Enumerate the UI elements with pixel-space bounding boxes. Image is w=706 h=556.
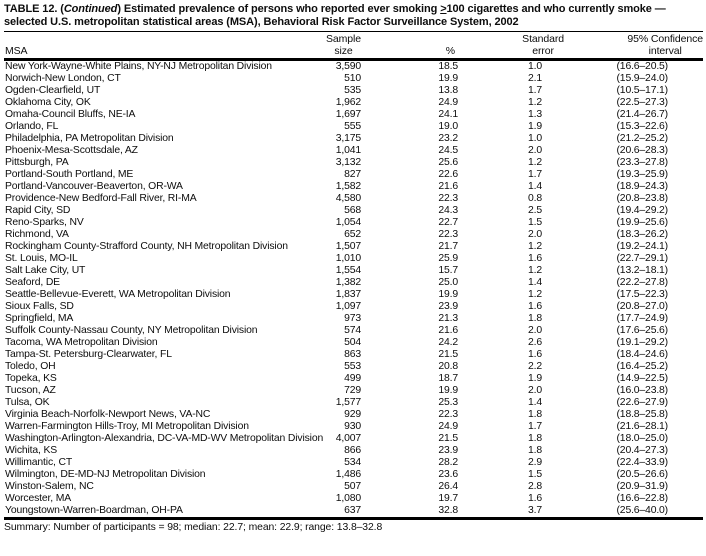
table-row [4,241,703,253]
standard-error-cell: 2.1 [528,73,542,84]
sample-size-cell: 973 [344,313,361,324]
sample-size-cell: 1,577 [335,397,361,408]
percent-cell: 19.7 [438,493,458,504]
confidence-interval-cell: (20.8–27.0) [616,301,668,312]
msa-cell: Springfield, MA [5,313,74,324]
percent-cell: 19.9 [438,385,458,396]
standard-error-cell: 1.9 [528,121,542,132]
table-row [4,325,703,337]
percent-cell: 18.5 [438,61,458,72]
confidence-interval-cell: (17.7–24.9) [616,313,668,324]
confidence-interval-cell: (13.2–18.1) [616,265,668,276]
msa-cell: Pittsburgh, PA [5,157,69,168]
standard-error-cell: 1.2 [528,97,542,108]
msa-cell: St. Louis, MO-IL [5,253,78,264]
confidence-interval-cell: (18.4–24.6) [616,349,668,360]
table-row [4,493,703,505]
standard-error-cell: 1.2 [528,265,542,276]
table-header [4,32,703,60]
msa-cell: Philadelphia, PA Metropolitan Division [5,133,174,144]
sample-size-cell: 1,582 [335,181,361,192]
msa-cell: Wichita, KS [5,445,58,456]
percent-cell: 24.2 [438,337,458,348]
sample-size-cell: 568 [344,205,361,216]
msa-cell: Topeka, KS [5,373,57,384]
sample-size-cell: 574 [344,325,361,336]
confidence-interval-cell: (16.6–20.5) [616,61,668,72]
percent-cell: 21.6 [438,325,458,336]
confidence-interval-cell: (18.0–25.0) [616,433,668,444]
percent-cell: 21.5 [438,349,458,360]
confidence-interval-cell: (20.6–28.3) [616,145,668,156]
percent-cell: 20.8 [438,361,458,372]
table-title-line1 [4,3,702,16]
confidence-interval-cell: (21.2–25.2) [616,133,668,144]
standard-error-cell: 1.7 [528,169,542,180]
msa-cell: Sioux Falls, SD [5,301,74,312]
standard-error-cell: 1.5 [528,217,542,228]
header-line: size [334,44,353,57]
sample-size-cell: 1,486 [335,469,361,480]
percent-cell: 21.5 [438,433,458,444]
table-row [4,361,703,373]
table-row [4,60,703,74]
table-row [4,445,703,457]
confidence-interval-cell: (16.0–23.8) [616,385,668,396]
confidence-interval-cell: (19.4–29.2) [616,205,668,216]
msa-cell: Richmond, VA [5,229,69,240]
table-row [4,181,703,193]
msa-cell: Seaford, DE [5,277,60,288]
sample-size-cell: 930 [344,421,361,432]
percent-cell: 21.7 [438,241,458,252]
sample-size-cell: 1,382 [335,277,361,288]
standard-error-cell: 1.4 [528,397,542,408]
sample-size-cell: 1,010 [335,253,361,264]
sample-size-cell: 535 [344,85,361,96]
standard-error-cell: 2.9 [528,457,542,468]
column-header-confidence-interval [564,32,703,60]
percent-cell: 24.3 [438,205,458,216]
sample-size-cell: 637 [344,505,361,516]
percent-cell: 23.9 [438,445,458,456]
table-row [4,133,703,145]
percent-cell: 25.9 [438,253,458,264]
standard-error-cell: 1.3 [528,109,542,120]
standard-error-cell: 1.2 [528,157,542,168]
msa-cell: Toledo, OH [5,361,56,372]
confidence-interval-cell: (19.1–29.2) [616,337,668,348]
column-header-percent: % [361,32,458,60]
table-row [4,265,703,277]
table-row [4,433,703,445]
table-row [4,109,703,121]
confidence-interval-cell: (15.9–24.0) [616,73,668,84]
sample-size-cell: 1,097 [335,301,361,312]
table-row [4,457,703,469]
table-row [4,253,703,265]
standard-error-cell: 1.2 [528,289,542,300]
percent-cell: 23.2 [438,133,458,144]
standard-error-cell: 1.9 [528,373,542,384]
table-body [4,60,703,519]
table-row [4,157,703,169]
percent-cell: 18.7 [438,373,458,384]
confidence-interval-cell: (22.2–27.8) [616,277,668,288]
sample-size-cell: 1,054 [335,217,361,228]
percent-cell: 22.3 [438,229,458,240]
percent-cell: 15.7 [438,265,458,276]
confidence-interval-cell: (14.9–22.5) [616,373,668,384]
sample-size-cell: 827 [344,169,361,180]
standard-error-cell: 1.8 [528,445,542,456]
standard-error-cell: 2.6 [528,337,542,348]
standard-error-cell: 2.0 [528,385,542,396]
msa-cell: Portland-Vancouver-Beaverton, OR-WA [5,181,183,192]
table-row [4,313,703,325]
table-title-line2: selected U.S. metropolitan statistical areas (MSA), Behavioral Risk Factor Surveillance System, 2002 [4,16,519,28]
msa-cell: New York-Wayne-White Plains, NY-NJ Metropolitan Division [5,61,272,72]
table-row [4,277,703,289]
msa-cell: Warren-Farmington Hills-Troy, MI Metropolitan Division [5,421,249,432]
percent-cell: 25.6 [438,157,458,168]
percent-cell: 21.3 [438,313,458,324]
standard-error-cell: 1.6 [528,253,542,264]
table-row [4,97,703,109]
standard-error-cell: 1.6 [528,301,542,312]
confidence-interval-cell: (21.4–26.7) [616,109,668,120]
confidence-interval-cell: (22.6–27.9) [616,397,668,408]
msa-cell: Worcester, MA [5,493,71,504]
table-row [4,193,703,205]
header-line: 95% Confidence [627,33,703,45]
standard-error-cell: 1.4 [528,181,542,192]
sample-size-cell: 863 [344,349,361,360]
summary-line: Summary: Number of participants = 98; median: 22.7; mean: 22.9; range: 13.8–32.8 [4,522,383,533]
msa-cell: Omaha-Council Bluffs, NE-IA [5,109,136,120]
standard-error-cell: 2.8 [528,481,542,492]
prevalence-table [4,31,703,520]
title-text: 100 cigarettes and who currently smoke — [446,3,666,15]
table-row [4,169,703,181]
header-line: Standard [522,33,564,45]
msa-cell: Portland-South Portland, ME [5,169,134,180]
percent-cell: 25.0 [438,277,458,288]
percent-cell: 21.6 [438,181,458,192]
percent-cell: 23.9 [438,301,458,312]
sample-size-cell: 555 [344,121,361,132]
percent-cell: 24.1 [438,109,458,120]
msa-cell: Providence-New Bedford-Fall River, RI-MA [5,193,197,204]
standard-error-cell: 2.0 [528,229,542,240]
percent-cell: 28.2 [438,457,458,468]
standard-error-cell: 3.7 [528,505,542,516]
standard-error-cell: 1.4 [528,277,542,288]
title-text: TABLE 12. ( [4,3,64,15]
percent-cell: 26.4 [438,481,458,492]
sample-size-cell: 652 [344,229,361,240]
percent-cell: 22.6 [438,169,458,180]
percent-cell: 19.9 [438,73,458,84]
sample-size-cell: 534 [344,457,361,468]
confidence-interval-cell: (18.9–24.3) [616,181,668,192]
table-row [4,205,703,217]
confidence-interval-cell: (22.4–33.9) [616,457,668,468]
table-row [4,121,703,133]
table-row [4,397,703,409]
confidence-interval-cell: (16.4–25.2) [616,361,668,372]
msa-cell: Wilmington, DE-MD-NJ Metropolitan Division [5,469,206,480]
sample-size-cell: 4,007 [335,433,361,444]
msa-cell: Oklahoma City, OK [5,97,91,108]
standard-error-cell: 1.6 [528,349,542,360]
percent-cell: 22.3 [438,193,458,204]
percent-cell: 25.3 [438,397,458,408]
confidence-interval-cell: (19.2–24.1) [616,241,668,252]
msa-cell: Suffolk County-Nassau County, NY Metropolitan Division [5,325,258,336]
confidence-interval-cell: (20.4–27.3) [616,445,668,456]
standard-error-cell: 2.2 [528,361,542,372]
title-continued: Continued [63,3,118,15]
standard-error-cell: 2.0 [528,145,542,156]
standard-error-cell: 2.5 [528,205,542,216]
percent-cell: 22.3 [438,409,458,420]
table-row [4,505,703,519]
msa-cell: Orlando, FL [5,121,59,132]
confidence-interval-cell: (19.3–25.9) [616,169,668,180]
table-row [4,301,703,313]
confidence-interval-cell: (16.6–22.8) [616,493,668,504]
standard-error-cell: 1.8 [528,433,542,444]
msa-cell: Ogden-Clearfield, UT [5,85,101,96]
percent-cell: 23.6 [438,469,458,480]
confidence-interval-cell: (23.3–27.8) [616,157,668,168]
table-row [4,385,703,397]
sample-size-cell: 3,175 [335,133,361,144]
table-row [4,337,703,349]
sample-size-cell: 1,697 [335,109,361,120]
sample-size-cell: 507 [344,481,361,492]
table-title [4,3,702,29]
table-row [4,469,703,481]
msa-cell: Washington-Arlington-Alexandria, DC-VA-MD-WV Metropolitan Division [5,433,324,444]
msa-cell: Rockingham County-Strafford County, NH Metropolitan Division [5,241,288,252]
percent-cell: 24.5 [438,145,458,156]
column-header-standard-error [458,32,564,60]
standard-error-cell: 1.6 [528,493,542,504]
confidence-interval-cell: (18.8–25.8) [616,409,668,420]
standard-error-cell: 0.8 [528,193,542,204]
standard-error-cell: 1.2 [528,241,542,252]
table-row [4,421,703,433]
header-line: Sample [325,33,361,45]
percent-cell: 13.8 [438,85,458,96]
table-row [4,145,703,157]
sample-size-cell: 1,080 [335,493,361,504]
confidence-interval-cell: (17.5–22.3) [616,289,668,300]
geq-symbol: > [440,3,447,15]
sample-size-cell: 510 [344,73,361,84]
percent-cell: 19.0 [438,121,458,132]
column-header-sample-size [306,32,361,60]
confidence-interval-cell: (20.9–31.9) [616,481,668,492]
msa-cell: Tampa-St. Petersburg-Clearwater, FL [5,349,172,360]
percent-cell: 32.8 [438,505,458,516]
table-row [4,229,703,241]
table-row [4,85,703,97]
percent-cell: 24.9 [438,421,458,432]
standard-error-cell: 1.8 [528,409,542,420]
msa-cell: Willimantic, CT [5,457,73,468]
header-row [4,32,703,60]
sample-size-cell: 1,837 [335,289,361,300]
sample-size-cell: 929 [344,409,361,420]
sample-size-cell: 4,580 [335,193,361,204]
confidence-interval-cell: (22.7–29.1) [616,253,668,264]
sample-size-cell: 3,590 [335,61,361,72]
column-header-msa: MSA [4,32,306,60]
confidence-interval-cell: (15.3–22.6) [616,121,668,132]
confidence-interval-cell: (22.5–27.3) [616,97,668,108]
header-line: error [532,44,554,57]
confidence-interval-cell: (18.3–26.2) [616,229,668,240]
table-row [4,373,703,385]
sample-size-cell: 729 [344,385,361,396]
msa-cell: Tucson, AZ [5,385,56,396]
standard-error-cell: 1.7 [528,85,542,96]
msa-cell: Phoenix-Mesa-Scottsdale, AZ [5,145,138,156]
standard-error-cell: 1.0 [528,61,542,72]
sample-size-cell: 1,962 [335,97,361,108]
table-row [4,217,703,229]
msa-cell: Rapid City, SD [5,205,71,216]
standard-error-cell: 1.8 [528,313,542,324]
sample-size-cell: 866 [344,445,361,456]
table-row [4,409,703,421]
confidence-interval-cell: (21.6–28.1) [616,421,668,432]
percent-cell: 22.7 [438,217,458,228]
sample-size-cell: 1,041 [335,145,361,156]
msa-cell: Salt Lake City, UT [5,265,86,276]
msa-cell: Virginia Beach-Norfolk-Newport News, VA-NC [5,409,211,420]
standard-error-cell: 1.0 [528,133,542,144]
sample-size-cell: 3,132 [335,157,361,168]
table-row [4,481,703,493]
confidence-interval-cell: (17.6–25.6) [616,325,668,336]
msa-cell: Winston-Salem, NC [5,481,94,492]
msa-cell: Reno-Sparks, NV [5,217,84,228]
msa-cell: Youngstown-Warren-Boardman, OH-PA [5,505,183,516]
confidence-interval-cell: (19.9–25.6) [616,217,668,228]
sample-size-cell: 553 [344,361,361,372]
sample-size-cell: 1,554 [335,265,361,276]
table-row [4,289,703,301]
sample-size-cell: 499 [344,373,361,384]
table-row [4,73,703,85]
percent-cell: 19.9 [438,289,458,300]
percent-cell: 24.9 [438,97,458,108]
confidence-interval-cell: (20.8–23.8) [616,193,668,204]
header-line: interval [648,44,682,57]
msa-cell: Seattle-Bellevue-Everett, WA Metropolitan Division [5,289,231,300]
confidence-interval-cell: (10.5–17.1) [616,85,668,96]
standard-error-cell: 1.7 [528,421,542,432]
standard-error-cell: 1.5 [528,469,542,480]
standard-error-cell: 2.0 [528,325,542,336]
msa-cell: Tulsa, OK [5,397,50,408]
title-text: ) Estimated prevalence of persons who reported ever smoking [117,3,441,15]
sample-size-cell: 1,507 [335,241,361,252]
confidence-interval-cell: (25.6–40.0) [616,505,668,516]
msa-cell: Tacoma, WA Metropolitan Division [5,337,158,348]
confidence-interval-cell: (20.5–26.6) [616,469,668,480]
msa-cell: Norwich-New London, CT [5,73,121,84]
sample-size-cell: 504 [344,337,361,348]
table-row [4,349,703,361]
